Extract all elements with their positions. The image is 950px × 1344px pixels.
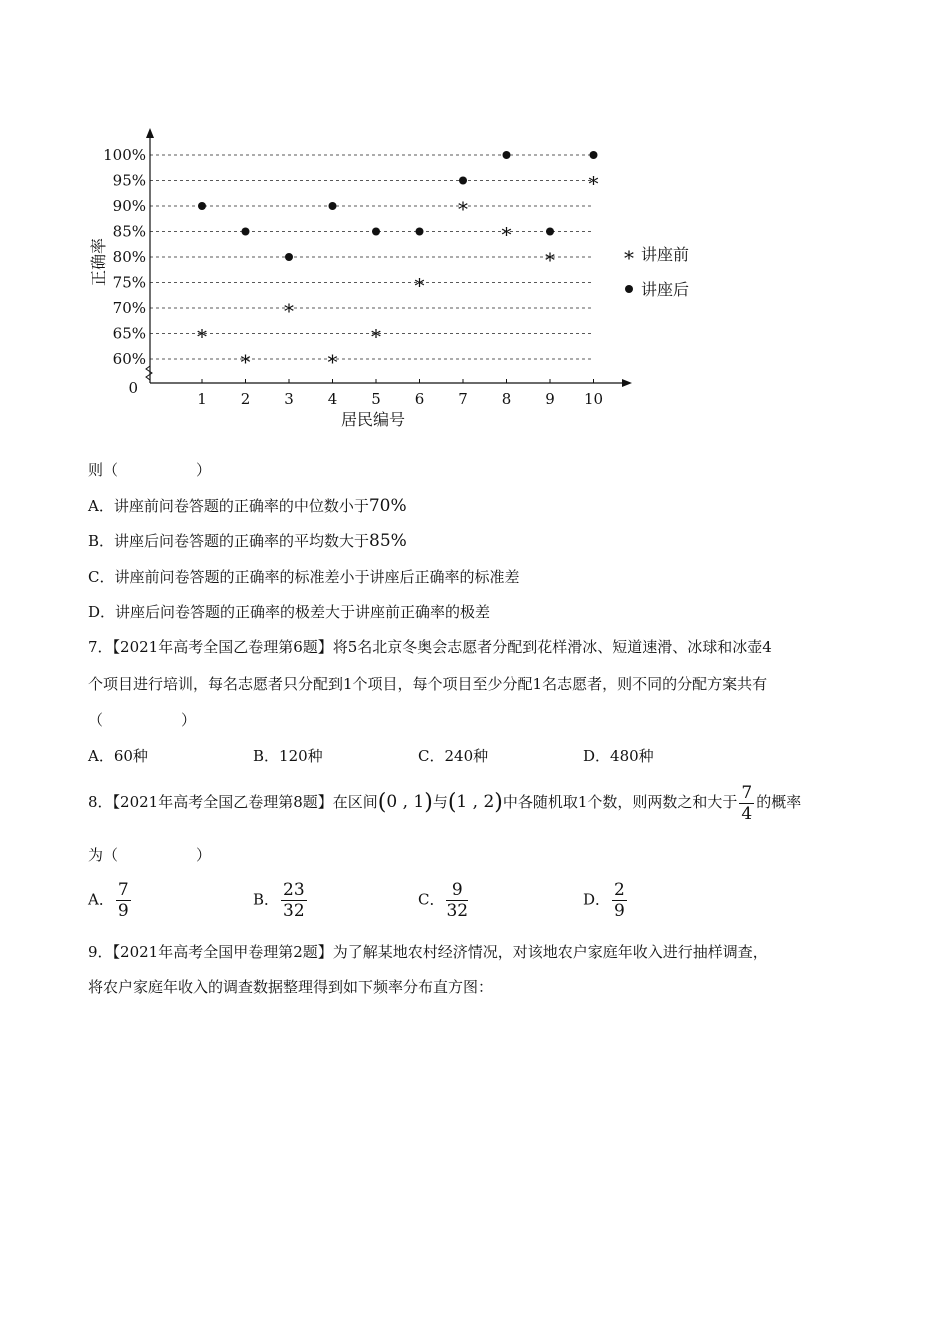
point-before-lecture: *	[414, 273, 425, 298]
point-before-lecture: *	[371, 324, 381, 349]
x-tick-label: 8	[501, 390, 512, 408]
legend-label-after: 讲座后	[641, 280, 690, 299]
x-tick-label: 9	[545, 390, 555, 408]
point-after-lecture	[285, 253, 293, 261]
q8-option-b: B． $\frac{23}{32}$	[253, 880, 305, 921]
q6-option-c: C．讲座前问卷答题的正确率的标准差小于讲座后正确率的标准差	[88, 568, 520, 586]
y-tick-label: 95%	[112, 171, 146, 190]
point-after-lecture	[198, 202, 206, 210]
q6-stem: 则（ ）	[88, 461, 212, 479]
y-tick-label: 80%	[112, 248, 146, 266]
q6-option-b: B．讲座后问卷答题的正确率的平均数大于85%	[88, 531, 407, 551]
y-tick-label: 75%	[112, 273, 146, 292]
point-before-lecture: *	[284, 299, 294, 323]
q9-line1: 9．【2021年高考全国甲卷理第2题】为了解某地农村经济情况，对该地农户家庭年收入进行抽样调查，	[88, 943, 768, 961]
axis-break	[146, 366, 152, 380]
point-after-lecture	[590, 151, 598, 159]
q7-line2: 个项目进行培训，每名志愿者只分配到1个项目，每个项目至少分配1名志愿者，则不同的分配方案共有	[88, 675, 768, 693]
point-after-lecture	[372, 228, 380, 236]
x-axis-title: 居民编号	[340, 410, 406, 429]
point-before-lecture: *	[197, 324, 207, 349]
point-before-lecture: *	[327, 350, 338, 374]
q6-option-d: D．讲座后问卷答题的正确率的极差大于讲座前正确率的极差	[88, 603, 491, 621]
q7-option-a: A．60种	[88, 747, 148, 765]
q8-option-d: D． $\frac{2}{9}$	[583, 880, 625, 921]
x-tick-label: 5	[371, 390, 381, 408]
q9-line2: 将农户家庭年收入的调查数据整理得到如下频率分布直方图：	[88, 978, 494, 996]
y-axis-arrow	[146, 128, 154, 138]
point-after-lecture	[459, 177, 467, 185]
y-tick-label: 60%	[112, 350, 146, 368]
point-after-lecture	[546, 228, 554, 236]
y-tick-label: 90%	[112, 197, 146, 215]
y-tick-label: 100%	[103, 146, 146, 164]
q7-line1: 7．【2021年高考全国乙卷理第6题】将5名北京冬奥会志愿者分配到花样滑冰、短道速滑、冰球和冰壶4	[88, 638, 772, 656]
q8-option-c: C． $\frac{9}{32}$	[418, 880, 469, 921]
x-tick-label: 10	[583, 390, 604, 408]
y-tick-label: 70%	[112, 299, 146, 317]
point-before-lecture: *	[545, 248, 555, 272]
point-before-lecture: *	[588, 171, 599, 196]
point-after-lecture	[242, 228, 250, 236]
x-tick-label: 6	[414, 390, 425, 408]
scatter-chart	[0, 0, 950, 440]
q7-line3: （ ）	[88, 711, 197, 729]
x-tick-label: 2	[240, 390, 251, 408]
y-tick-label: 85%	[112, 222, 146, 241]
q7-option-d: D．480种	[583, 747, 654, 765]
q8-option-a: A． $\frac{7}{9}$	[88, 880, 129, 921]
point-after-lecture	[503, 151, 511, 159]
q7-option-b: B．120种	[253, 747, 323, 765]
legend-marker-before: *	[624, 246, 634, 270]
q6-option-a: A．讲座前问卷答题的正确率的中位数小于70%	[88, 496, 407, 516]
q8-line2: 为（ ）	[88, 846, 212, 864]
point-before-lecture: *	[501, 222, 512, 247]
q8-fraction: $\frac{7}{4}$	[741, 782, 753, 824]
y-axis-title: 正确率	[89, 237, 108, 287]
x-tick-label: 7	[458, 390, 468, 408]
point-before-lecture: *	[240, 350, 251, 374]
point-before-lecture: *	[458, 197, 468, 221]
q8-line1: 8．【2021年高考全国乙卷理第8题】在区间(0 , 1)与(1 , 2)中各随机取1个数，则两数之和大于 $\frac{7}{4}$ 的概率	[88, 782, 802, 824]
x-tick-label: 1	[197, 390, 207, 408]
x-axis-arrow	[622, 379, 632, 387]
origin-label: 0	[128, 379, 138, 397]
x-tick-label: 4	[327, 390, 338, 408]
q7-option-c: C．240种	[418, 747, 489, 765]
x-tick-label: 3	[284, 390, 294, 408]
point-after-lecture	[416, 228, 424, 236]
legend-marker-after	[625, 285, 633, 293]
legend-label-before: 讲座前	[641, 245, 690, 264]
point-after-lecture	[329, 202, 337, 210]
y-tick-label: 65%	[112, 324, 146, 343]
